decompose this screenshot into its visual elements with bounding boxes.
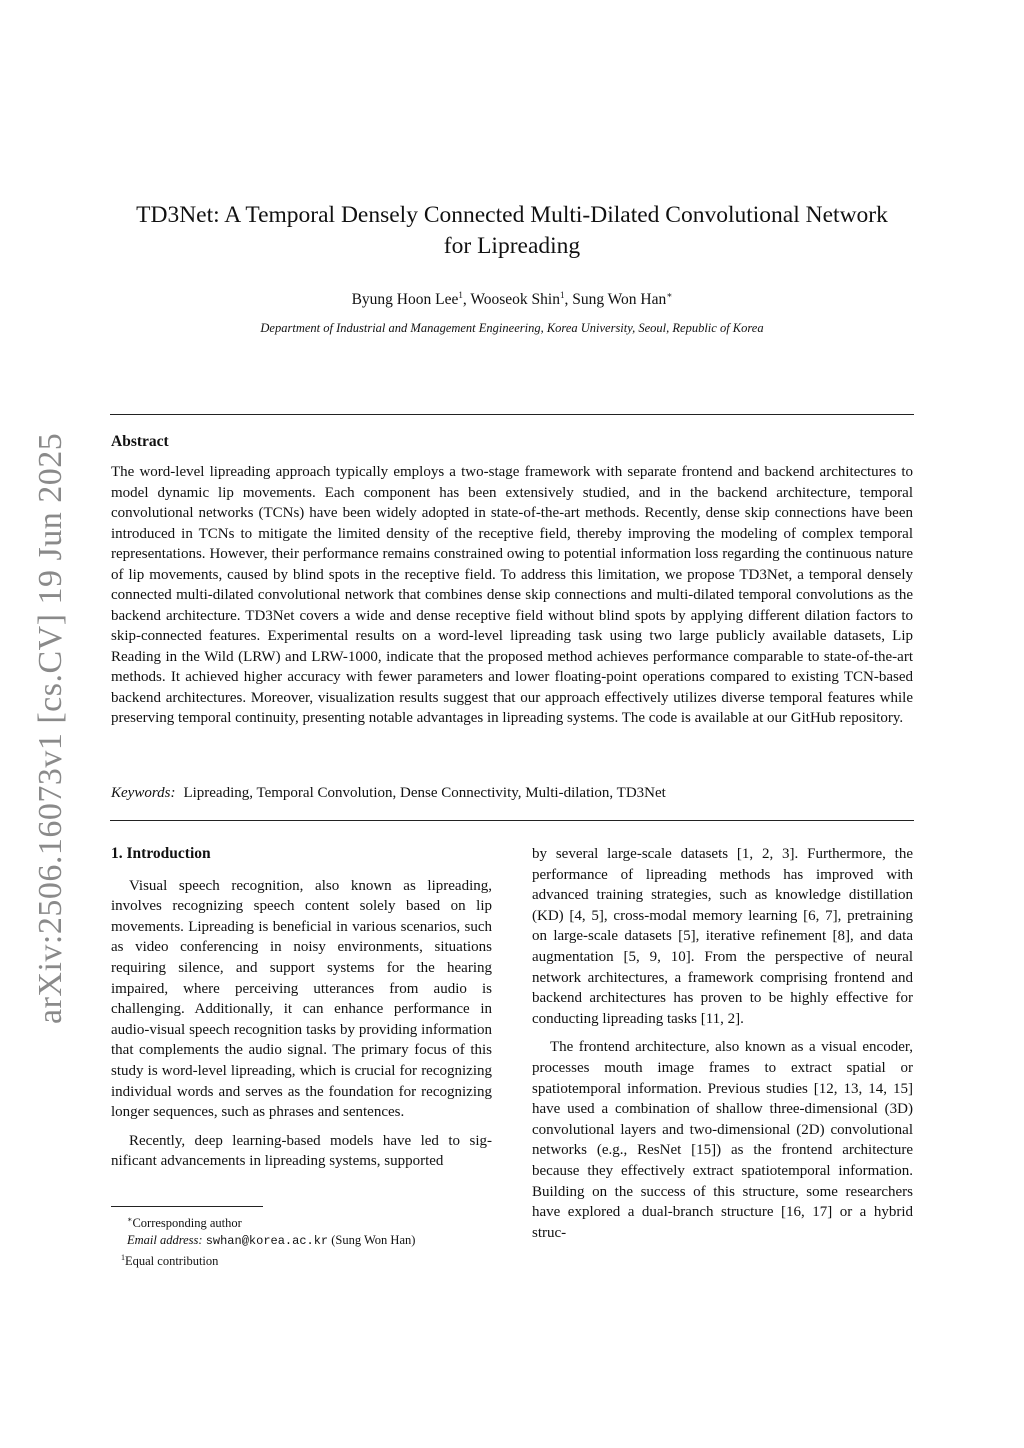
author-separator: , — [462, 291, 471, 309]
author-name: Wooseok Shin — [470, 291, 560, 309]
title-line-2: for Lipreading — [443, 233, 581, 259]
arxiv-identifier: arXiv:2506.16073v1 [cs.CV] 19 Jun 2025 — [32, 432, 69, 1024]
footnote-corresponding — [111, 1212, 501, 1232]
section-heading-introduction: 1. Introduction — [111, 845, 211, 862]
author-mark: 1 — [458, 290, 463, 300]
email-address: swhan@korea.ac.kr — [205, 1233, 329, 1248]
affiliation: Department of Industrial and Management Engineering, Korea University, Seoul, Republic of Korea — [260, 321, 764, 335]
author-separator: , — [564, 291, 573, 309]
keywords-text: Lipreading, Temporal Convolution, Dense Connectivity, Multi-dilation, TD3Net — [183, 785, 666, 801]
intro-paragraph-3: by several large-scale datasets [1, 2, 3]. Furthermore, the performance of lipreading methods has improved with advanced training strategies, such as knowledge distillation (KD) [4, 5], cross-modal memory learning [6, 7], pretraining on large-scale datasets [5], iterative refinement [8], and data augmentation [5, 9, 10]. From the perspective of neural network architectures, a framework comprising frontend and backend architectures has proven to be highly effective for conducting lipreading tasks [11, 2]. — [532, 846, 913, 1027]
email-owner: (Sung Won Han) — [331, 1232, 416, 1247]
left-column — [111, 844, 492, 1180]
abstract-bottom-rule — [110, 820, 914, 821]
keywords-label: Keywords: — [111, 785, 176, 801]
footnote-mark: 1 — [121, 1252, 125, 1262]
intro-paragraph-2: Recently, deep learning-based models have led to significant advancements in lipreading systems, supported — [111, 1132, 492, 1170]
footnote-equal — [111, 1250, 501, 1270]
footnote-equal-text: Equal contribution — [125, 1253, 219, 1268]
author-name: Byung Hoon Lee — [351, 291, 459, 309]
abstract-top-rule — [110, 414, 914, 415]
author-list — [100, 290, 924, 309]
footnote-mark: ∗ — [127, 1215, 133, 1224]
abstract-heading: Abstract — [111, 433, 169, 450]
intro-paragraph-4: The frontend architecture, also known as a visual encoder, processes mouth image frames to extract spatial or spatiotemporal information. Previous studies [12, 13, 14, 15] have used a combination of shallow three-dimensional (3D) convolutional layers and two-dimensional (2D) convolutional networks (e.g., ResNet [15]) as the frontend architecture because they effectively extract spatiotemporal information. Building on the success of this structure, some researchers have explored a dual-branch structure [16, 17] or a hybrid struc- — [532, 1039, 913, 1241]
author-mark: ∗ — [666, 290, 673, 300]
right-column — [532, 844, 913, 1251]
footnote-corresponding-text: Corresponding author — [132, 1216, 242, 1231]
footnotes — [111, 1212, 501, 1270]
footnote-rule — [111, 1206, 263, 1207]
abstract-text: The word-level lipreading approach typically employs a two-stage framework with separate frontend and backend architectures to model dynamic lip movements. Each component has been extensively studied, and in the backend architecture, temporal convolutional networks (TCNs) have been widely adopted in state-of-the-art methods. Recently, dense skip connections have been introduced in TCNs to mitigate the limited density of the receptive field, thereby improving the modeling of complex temporal representations. However, their performance remains constrained owing to potential information loss regarding the continuous nature of lip movements, caused by blind spots in the receptive field. To address this limitation, we propose TD3Net, a temporal densely connected multi-dilated convolutional network that combines dense skip connections and multi-dilated temporal convolutions as the backend architecture. TD3Net covers a wide and dense receptive field without blind spots by applying different dilation factors to skip-connected features. Experimental results on a word-level lipreading task using two large publicly available datasets, Lip Reading in the Wild (LRW) and LRW-1000, indicate that the proposed method achieves performance comparable to state-of-the-art methods. It achieved higher accuracy with fewer parameters and lower floating-point operations compared to existing TCN-based backend architectures. Moreover, visualization results suggest that our approach effectively utilizes diverse temporal features while preserving temporal continuity, presenting notable advantages in lipreading systems. The code is available at our GitHub repository. — [111, 464, 913, 726]
footnote-email — [111, 1232, 501, 1250]
author-name: Sung Won Han — [572, 291, 667, 309]
keywords — [111, 785, 913, 802]
intro-paragraph-1: Visual speech recognition, also known as lipreading, involves recognizing speech content solely based on lip movements. Lipreading is beneficial in various scenarios, such as video conferencing in noisy environments, situations requiring silence, and support systems for the hearing impaired, where perceiving utterances from audio is challenging. Additionally, it can enhance performance in audio-visual speech recognition tasks by providing information that complements the audio signal. The primary focus of this study is word-level lipreading, which is crucial for recognizing individual words and serves as the foundation for recognizing longer sequences, such as phrases and sentences. — [111, 877, 492, 1121]
email-label: Email address: — [127, 1232, 203, 1247]
title-line-1: TD3Net: A Temporal Densely Connected Multi-Dilated Convolutional Network — [136, 202, 888, 228]
author-mark: 1 — [559, 290, 565, 300]
paper-title — [100, 200, 924, 262]
